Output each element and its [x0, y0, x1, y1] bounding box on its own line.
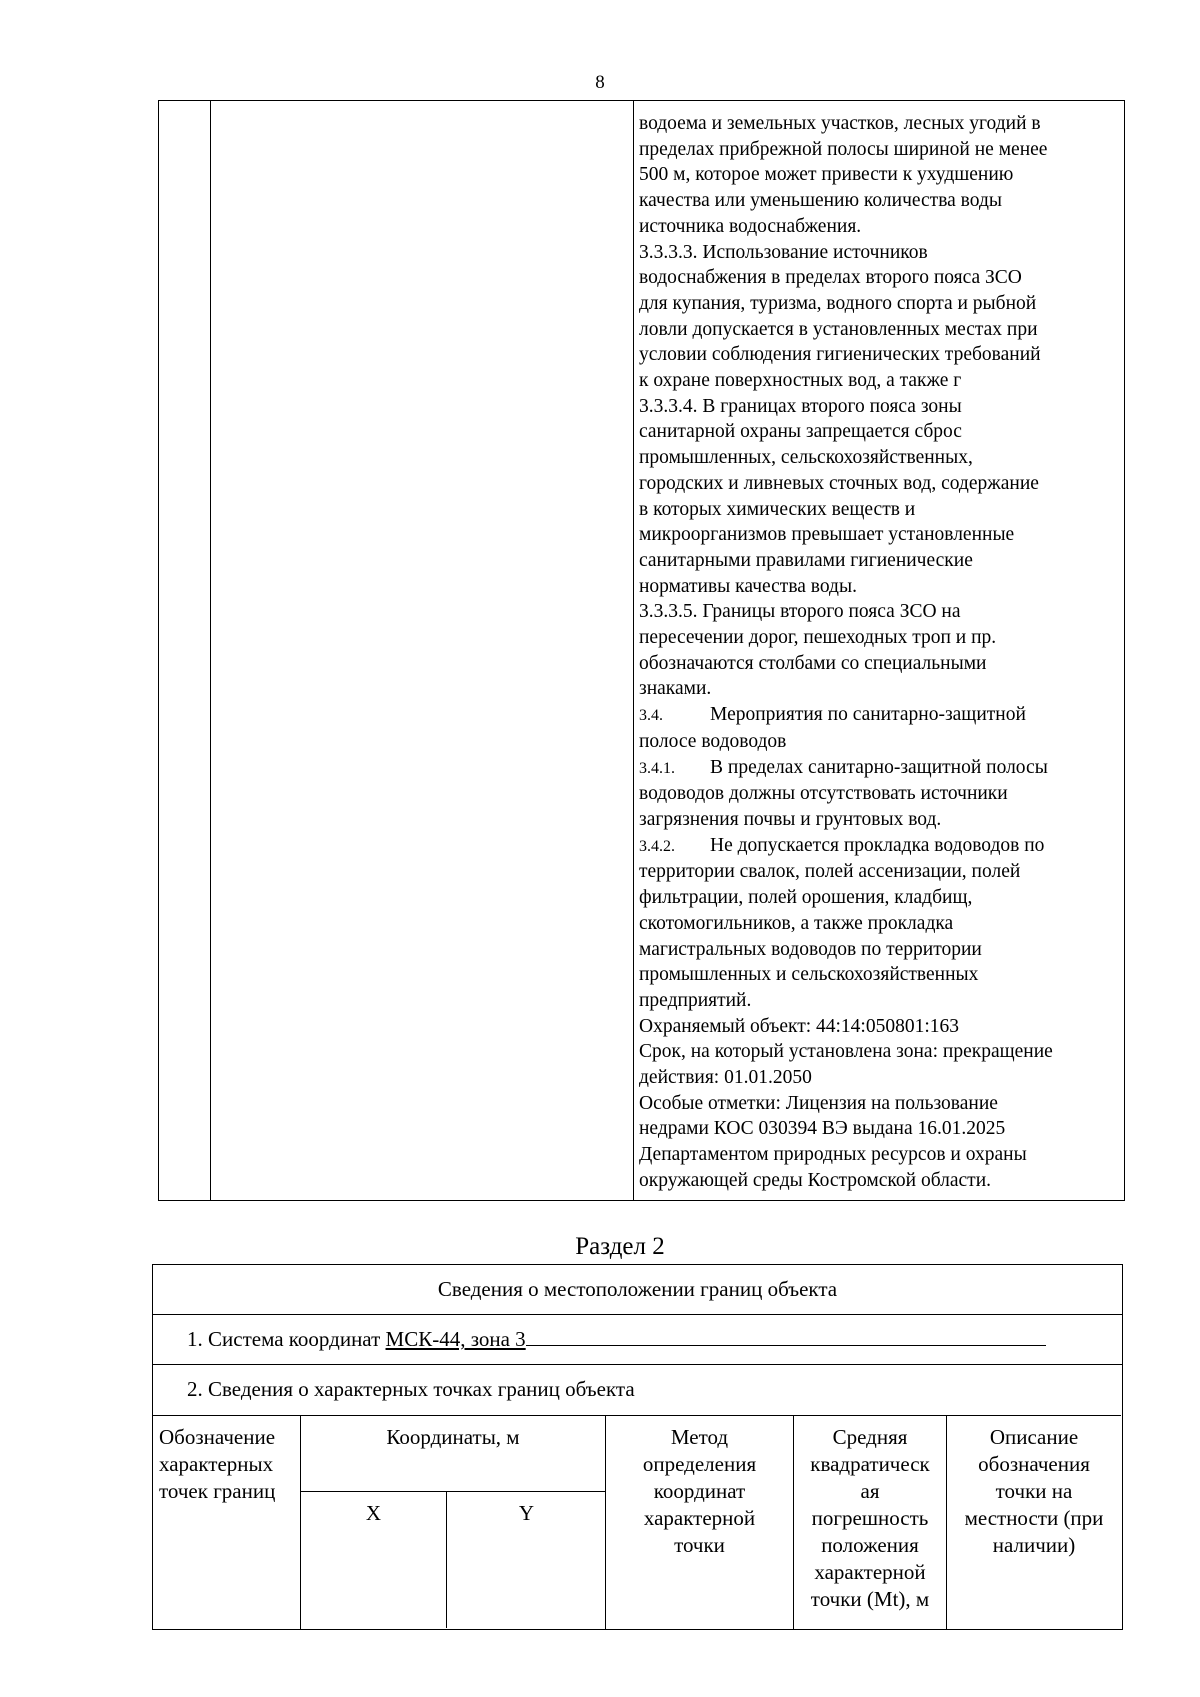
clause-number: 3.4. — [639, 707, 663, 725]
text-line: территории свалок, полей ассенизации, полей — [639, 861, 1021, 883]
clause-number: 3.4.2. — [639, 837, 675, 855]
numbered-line — [639, 702, 1119, 729]
header-text: точки — [674, 1533, 725, 1557]
coordinate-system-value: МСК-44, зона 3 — [385, 1327, 526, 1351]
table-caption: Сведения о местоположении границ объекта — [153, 1265, 1122, 1315]
header-method — [606, 1415, 794, 1629]
header-x: X — [301, 1492, 447, 1628]
text-line: микроорганизмов превышает установленные — [639, 524, 1015, 546]
header-text: наличии) — [992, 1533, 1076, 1557]
text-line: 3.3.3.5. Границы второго пояса ЗСО на — [639, 601, 961, 623]
header-text: квадратическ — [810, 1452, 930, 1476]
text-line: знаками. — [639, 678, 712, 700]
clause-number: 3.4.1. — [639, 759, 675, 777]
continuation-table — [158, 100, 1125, 1201]
text-line: магистральных водоводов по территории — [639, 938, 982, 960]
text-line: полосе водоводов — [639, 730, 787, 752]
header-text: местности (при — [964, 1506, 1104, 1530]
text-line: санитарной охраны запрещается сброс — [639, 421, 962, 443]
text-line: городских и ливневых сточных вод, содержание — [639, 472, 1039, 494]
header-text: Средняя — [832, 1425, 908, 1449]
header-text: характерной — [643, 1506, 756, 1530]
text-line: промышленных, сельскохозяйственных, — [639, 447, 973, 469]
header-designation — [153, 1415, 301, 1629]
text-line: Департаментом природных ресурсов и охраны — [639, 1144, 1027, 1166]
header-text: Метод — [670, 1425, 729, 1449]
page-number: 8 — [595, 72, 605, 93]
text-line: действия: 01.01.2050 — [639, 1067, 812, 1089]
text-line: Срок, на который установлена зона: прекращение — [639, 1041, 1053, 1063]
numbered-line — [639, 833, 1119, 860]
text-line: Охраняемый объект: 44:14:050801:163 — [639, 1015, 960, 1037]
header-text: характерных — [159, 1452, 274, 1476]
header-text: точек границ — [159, 1479, 276, 1503]
header-coordinates — [301, 1415, 606, 1629]
text-line: фильтрации, полей орошения, кладбищ, — [639, 887, 973, 909]
header-text: точки (Mt), м — [810, 1587, 930, 1611]
text-line: окружающей среды Костромской области. — [639, 1169, 991, 1191]
header-coordinates-label: Координаты, м — [301, 1416, 605, 1492]
text-line: обозначаются столбами со специальными — [639, 652, 987, 674]
requirements-text — [639, 111, 1119, 1194]
header-text: точки на — [995, 1479, 1073, 1503]
clause-text: Мероприятия по санитарно-защитной — [710, 704, 1026, 726]
header-text: характерной — [814, 1560, 926, 1584]
text-line: пределах прибрежной полосы шириной не менее — [639, 138, 1048, 160]
text-line: условии соблюдения гигиенических требований — [639, 344, 1041, 366]
text-line: Особые отметки: Лицензия на пользование — [639, 1092, 998, 1114]
text-line: источника водоснабжения. — [639, 215, 862, 237]
text-line: водоводов должны отсутствовать источники — [639, 783, 1008, 805]
header-text: определения — [642, 1452, 757, 1476]
clause-text: В пределах санитарно-защитной полосы — [710, 756, 1048, 778]
points-info-row: 2. Сведения о характерных точках границ объекта — [187, 1377, 635, 1401]
fill-line — [526, 1344, 1046, 1346]
header-error — [794, 1415, 947, 1629]
text-line: качества или уменьшению количества воды — [639, 190, 1002, 212]
text-line: 3.3.3.4. В границах второго пояса зоны — [639, 395, 962, 417]
text-line: загрязнения почвы и грунтовых вод. — [639, 808, 942, 830]
text-line: недрами КОС 030394 ВЭ выдана 16.01.2025 — [639, 1118, 1006, 1140]
text-line: промышленных и сельскохозяйственных — [639, 964, 979, 986]
text-line: предприятий. — [639, 989, 752, 1011]
clause-text: Не допускается прокладка водоводов по — [710, 834, 1045, 856]
header-text: ая — [860, 1479, 880, 1503]
header-text: Обозначение — [159, 1425, 276, 1449]
header-description — [947, 1415, 1121, 1629]
header-text: обозначения — [978, 1452, 1090, 1476]
header-y: Y — [518, 1501, 535, 1525]
coordinate-system-label: 1. Система координат — [187, 1327, 386, 1351]
header-text: погрешность — [811, 1506, 929, 1530]
text-line: водоснабжения в пределах второго пояса ЗСО — [639, 267, 1022, 289]
text-line: пересечении дорог, пешеходных троп и пр. — [639, 627, 997, 649]
section-title: Раздел 2 — [575, 1233, 665, 1260]
numbered-line — [639, 755, 1119, 782]
text-line: в которых химических веществ и — [639, 498, 916, 520]
text-line: санитарными правилами гигиенические — [639, 549, 973, 571]
text-line: 500 м, которое может привести к ухудшению — [639, 164, 1014, 186]
text-line: водоема и земельных участков, лесных угодий в — [639, 113, 1041, 134]
boundary-info-table — [152, 1264, 1123, 1630]
header-text: положения — [821, 1533, 919, 1557]
text-line: 3.3.3.3. Использование источников — [639, 241, 928, 263]
text-line: скотомогильников, а также прокладка — [639, 912, 954, 934]
name-column — [211, 101, 634, 1200]
number-column — [159, 101, 211, 1200]
header-text: Описание — [989, 1425, 1079, 1449]
header-text: координат — [653, 1479, 746, 1503]
text-line: к охране поверхностных вод, а также г — [639, 370, 962, 392]
coordinate-system-row — [153, 1315, 1122, 1365]
text-line: для купания, туризма, водного спорта и рыбной — [639, 292, 1037, 314]
text-line: нормативы качества воды. — [639, 575, 857, 597]
text-line: ловли допускается в установленных местах при — [639, 318, 1038, 340]
